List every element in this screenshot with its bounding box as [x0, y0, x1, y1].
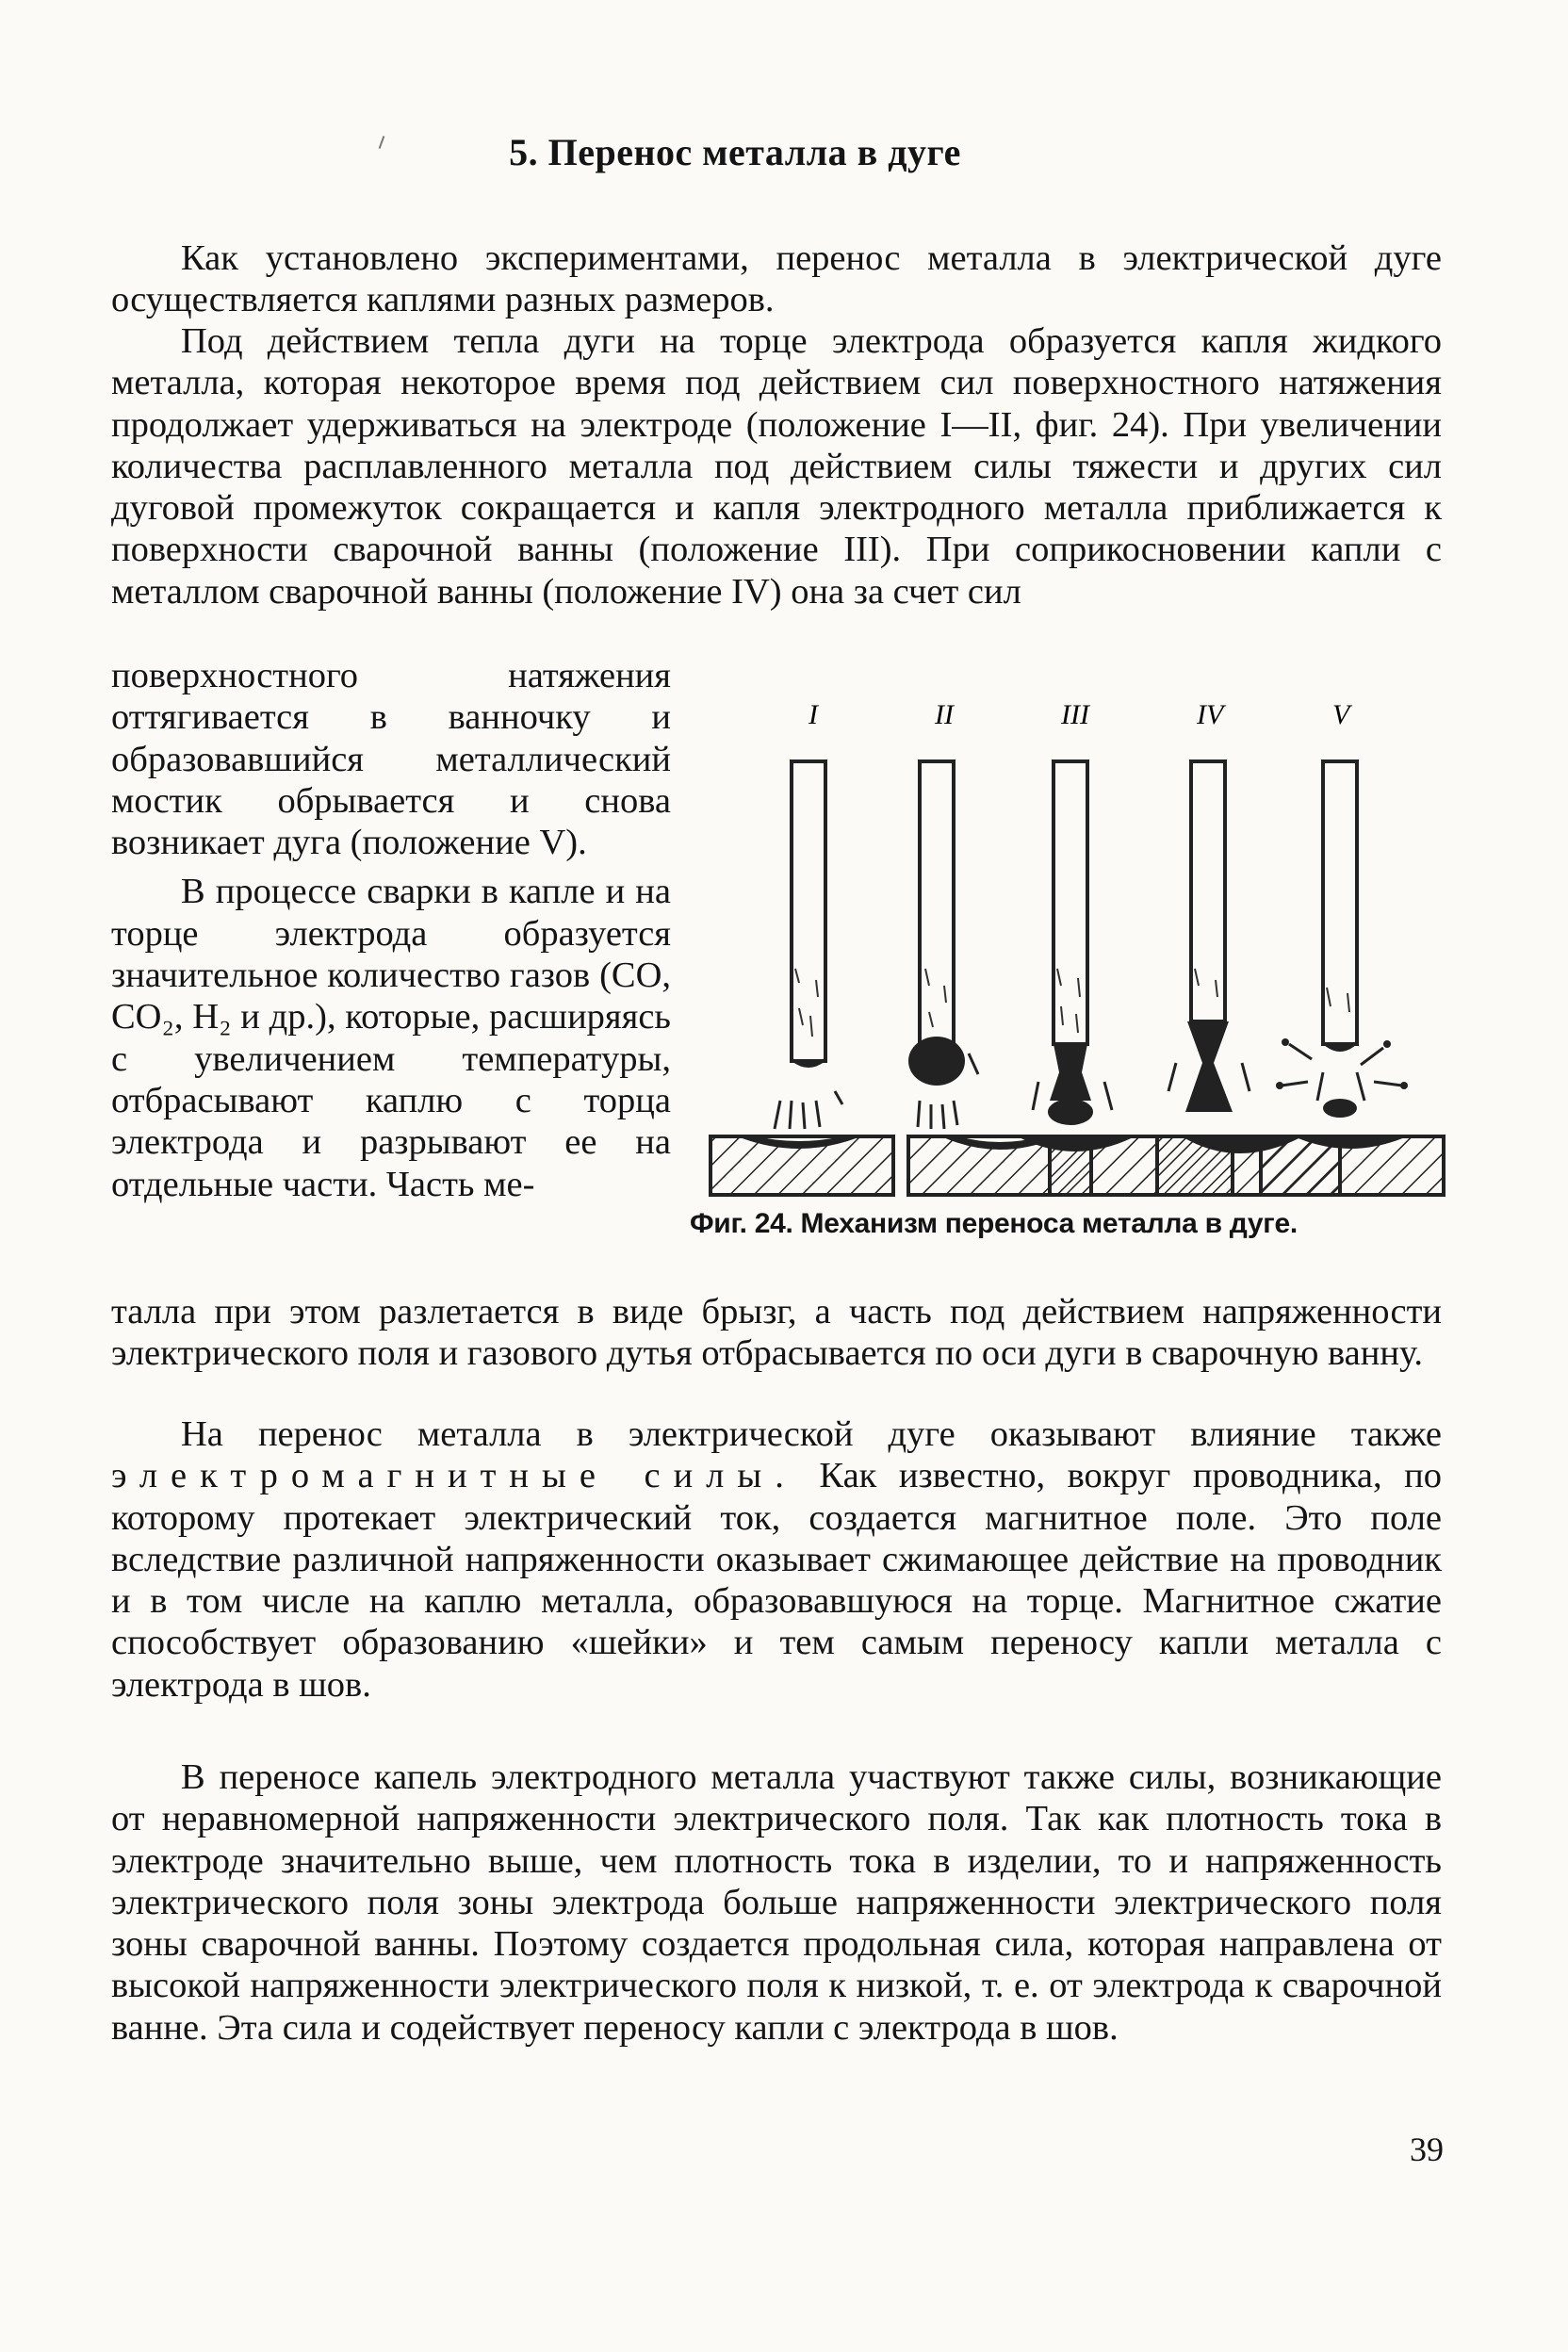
- paragraph-4-spaced-term: электромагнитные силы.: [111, 1456, 797, 1496]
- paragraph-4: [111, 1413, 1442, 1706]
- paragraph-3-continuation: [111, 1291, 1442, 1375]
- paragraph-4-text: [111, 1413, 1442, 1706]
- paragraph-3-cont-text: талла при этом разлетается в виде брызг, а часть под действием напряженности электрического поля и газового дутья отбрасывается по оси дуги в сварочную ванну.: [111, 1292, 1442, 1374]
- paragraph-1-text: Как установлено экспериментами, перенос металла в электрической дуге осуществляется каплями разных размеров.: [111, 238, 1442, 320]
- paragraph-2-continuation: поверхностного натяжения оттягивается в ванночку и образовавшийся металлический мостик обрывается и снова возникает дуга (положение V).: [111, 656, 671, 863]
- section-heading: 5. Перенос металла в дуге: [509, 131, 961, 173]
- page-number: 39: [1410, 2131, 1444, 2168]
- figure-24: [686, 686, 1459, 1251]
- paragraph-2-text: Под действием тепла дуги на торце электрода образуется капля жидкого металла, которая некоторое время под действием сил поверхностного натяжения продолжает удерживаться на электроде (положение I—II, фиг. 24). При увеличении количества расплавленного металла под действием силы тяжести и других сил дуговой промежуток сокращается и капля электродного металла приближается к поверхности сварочной ванны (положение III). При соприкосновении капли с металлом сварочной ванны (положение IV) она за счет сил: [111, 321, 1442, 612]
- paragraph-2: [111, 320, 1442, 612]
- paragraph-5-text: В переносе капель электродного металла участвуют также силы, возникающие от неравномерной напряженности электрического поля. Так как плотность тока в электроде значительно выше, чем плотность тока в изделии, то и напряженность электрического поля зоны электрода больше напряженности электрического поля зоны сварочной ванны. Поэтому создается продольная сила, которая направлена от высокой напряженности электрического поля к низкой, т. е. от электрода к сварочной ванне. Эта сила и содействует переносу капли с электрода в шов.: [111, 1757, 1442, 2048]
- position-label-2: II: [935, 699, 954, 730]
- paragraph-1: [111, 237, 1442, 321]
- position-label-3: III: [1061, 699, 1089, 730]
- arc-transfer-diagram: [686, 686, 1459, 1214]
- position-label-1: I: [808, 699, 818, 730]
- paragraph-4-rest: Как известно, вокруг проводника, по которому протекает электрический ток, создается магнитное поле. Это поле вследствие различной напряженности оказывает сжимающее действие на проводник и в том числе на каплю металла, образовавшуюся на торце. Магнитное сжатие способствует образованию «шейки» и тем самым переносу капли металла с электрода в шов.: [111, 1456, 1443, 1705]
- figure-caption: Фиг. 24. Механизм переноса металла в дуге.: [690, 1208, 1298, 1239]
- electrode-position-3: [1021, 761, 1233, 1195]
- wrapped-text-column: [111, 655, 671, 1205]
- electrode-position-2: [908, 761, 1091, 1195]
- position-label-5: V: [1332, 699, 1350, 730]
- paragraph-4-start: На перенос металла в электрической дуге оказывают влияние также: [181, 1414, 1442, 1454]
- electrode-position-4: [1157, 761, 1340, 1195]
- electrode-position-1: [710, 761, 893, 1195]
- paragraph-5: [111, 1756, 1442, 2049]
- position-label-4: IV: [1197, 699, 1224, 730]
- electrode-position-5: [1261, 761, 1444, 1195]
- paragraph-3-text: В процессе сварки в капле и на торце электрода образуется значительное количество газов (CO, CO₂, H₂ и др.), которые, расширяясь с увеличением температуры, отбрасывают каплю с торца электрода и разрывают ее на отдельные части. Часть ме-: [111, 872, 671, 1204]
